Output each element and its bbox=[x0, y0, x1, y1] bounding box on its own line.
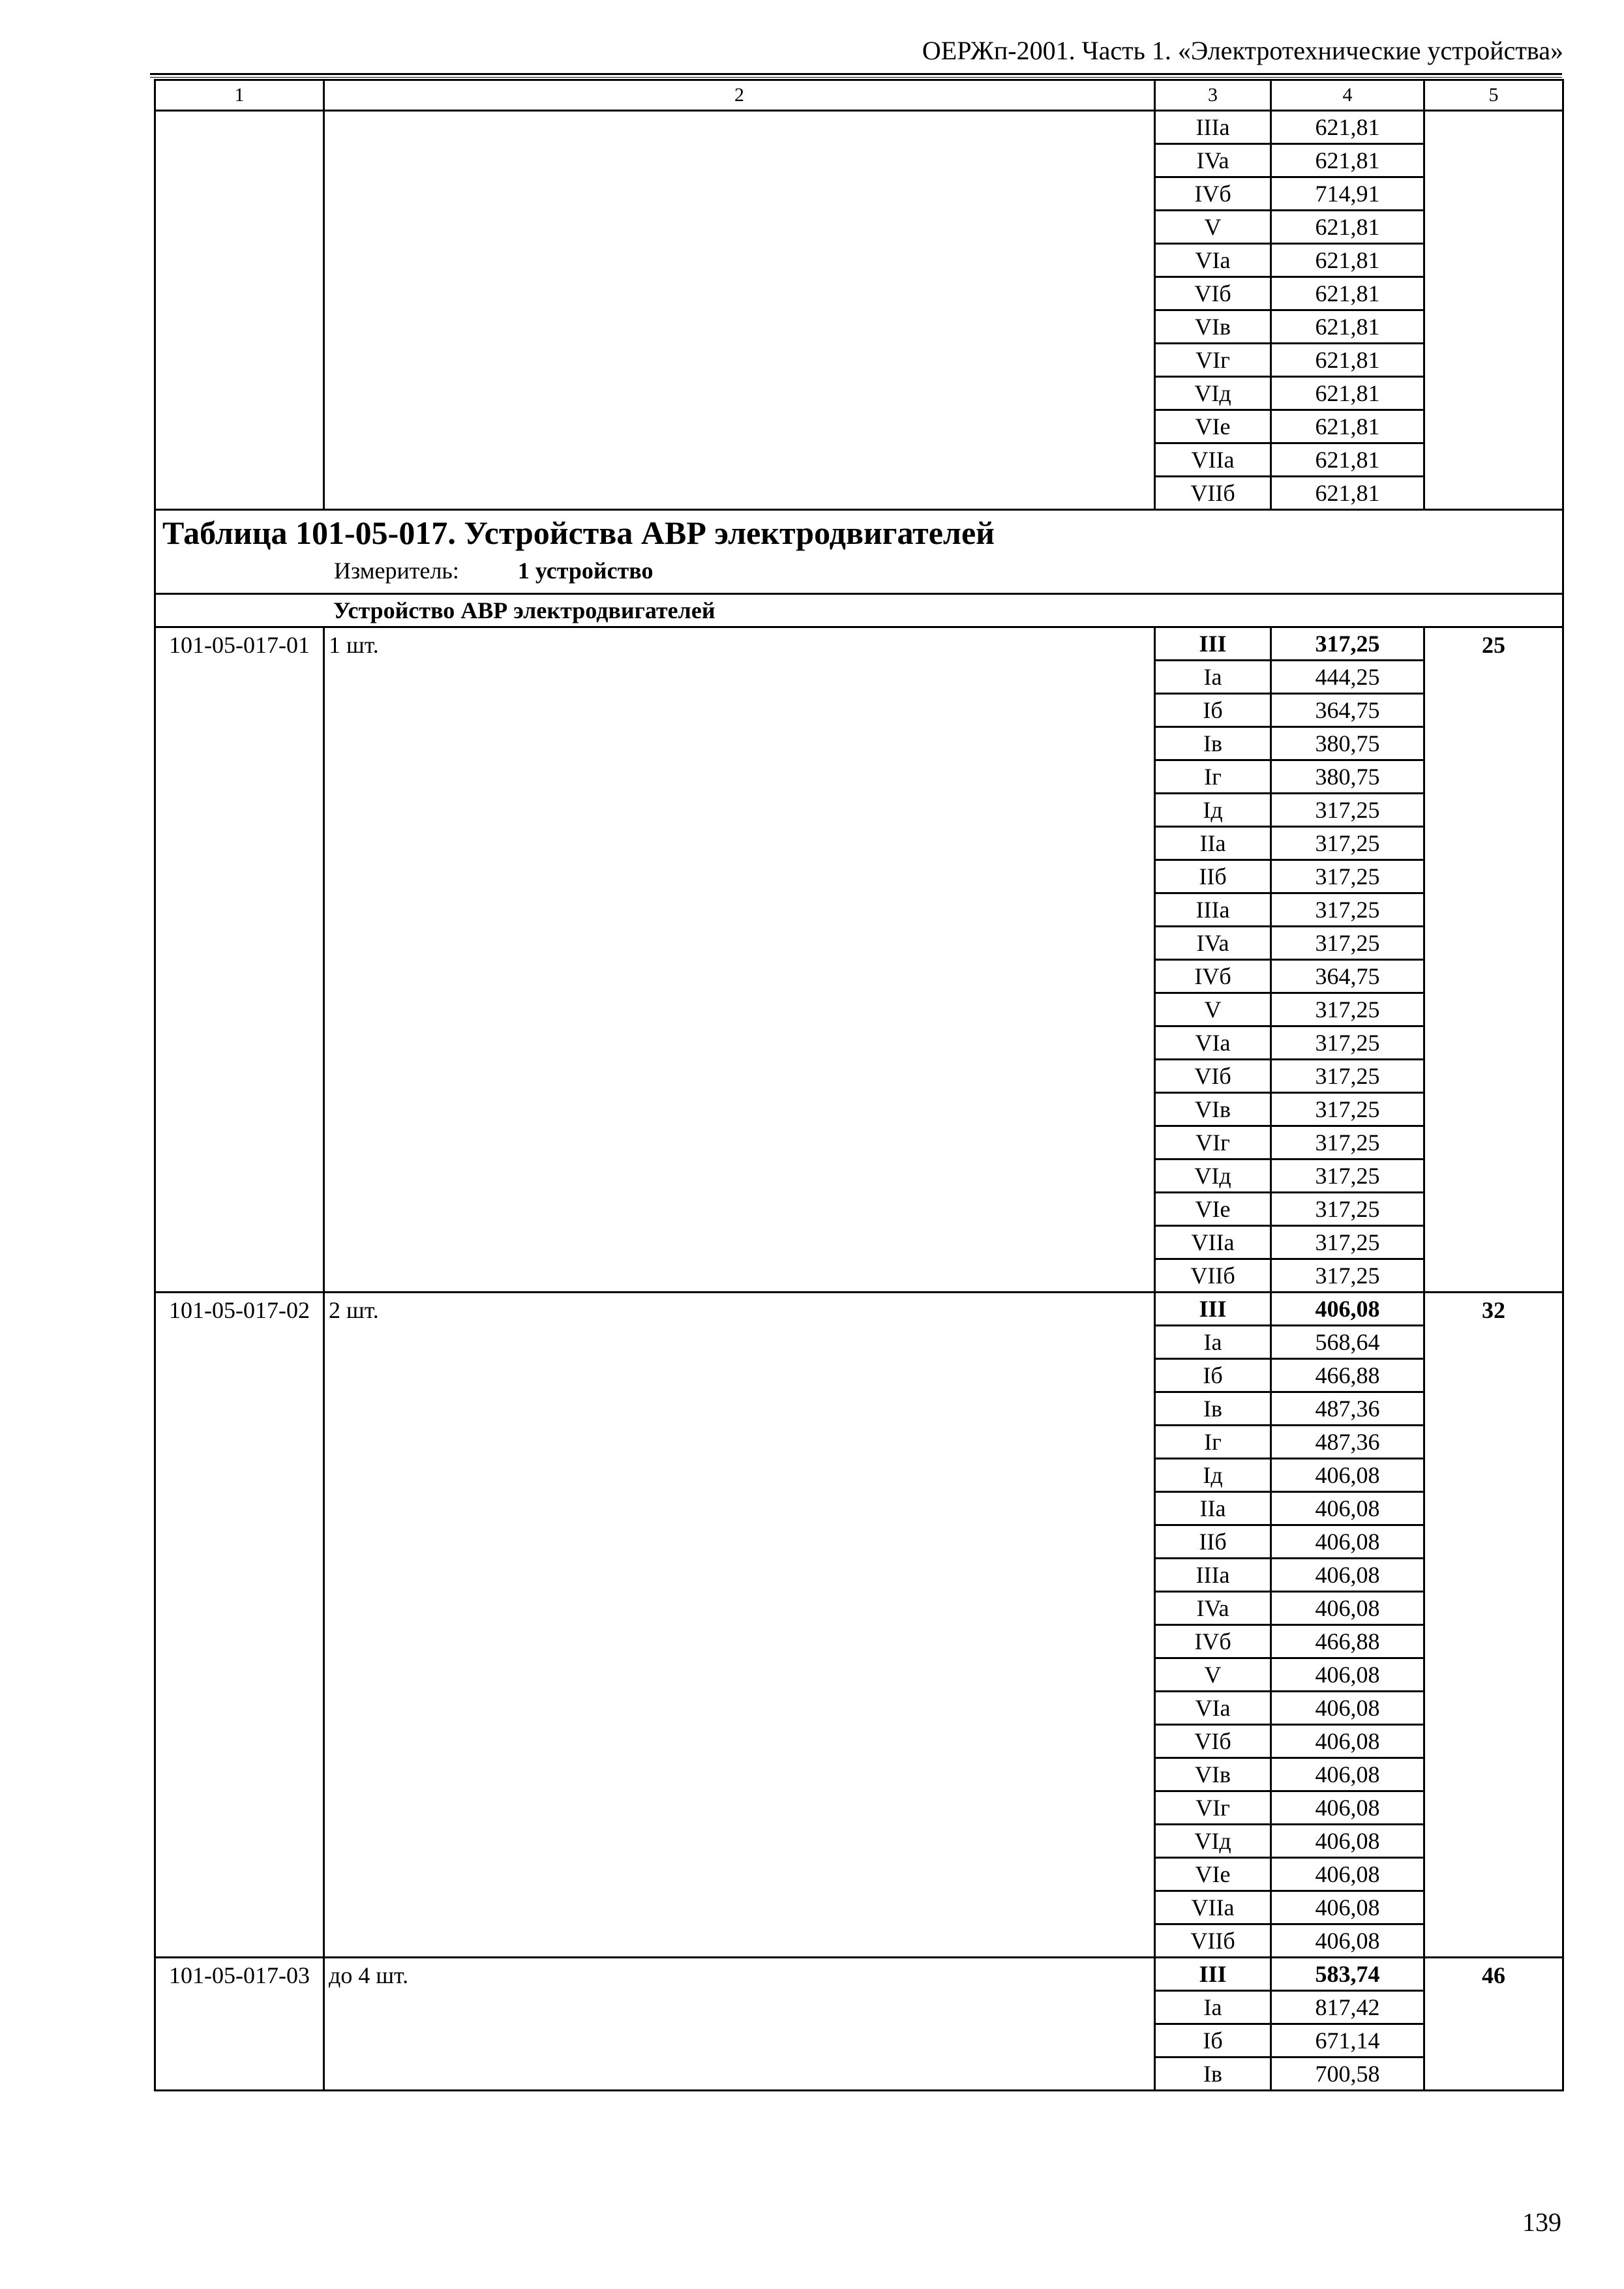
price-cell: 621,81 bbox=[1271, 310, 1424, 344]
item-code: 101-05-017-03 bbox=[155, 1958, 324, 2091]
zone-cell: VIб bbox=[1155, 1060, 1271, 1093]
price-cell: 406,08 bbox=[1271, 1758, 1424, 1791]
zone-cell: IVa bbox=[1155, 1592, 1271, 1625]
price-cell: 583,74 bbox=[1271, 1958, 1424, 1991]
zone-cell: VIб bbox=[1155, 277, 1271, 310]
price-cell: 621,81 bbox=[1271, 410, 1424, 443]
price-cell: 487,36 bbox=[1271, 1392, 1424, 1426]
price-cell: 317,25 bbox=[1271, 627, 1424, 661]
zone-cell: Iб bbox=[1155, 694, 1271, 727]
zone-cell: Ia bbox=[1155, 661, 1271, 694]
zone-cell: VIIб bbox=[1155, 1924, 1271, 1958]
item-code: 101-05-017-02 bbox=[155, 1293, 324, 1958]
price-cell: 621,81 bbox=[1271, 344, 1424, 377]
zone-cell: VIIa bbox=[1155, 1891, 1271, 1924]
price-cell: 817,42 bbox=[1271, 1991, 1424, 2024]
column-5-value: 25 bbox=[1424, 627, 1563, 1293]
zone-cell: VIе bbox=[1155, 1193, 1271, 1226]
zone-cell: IVб bbox=[1155, 177, 1271, 211]
price-cell: 406,08 bbox=[1271, 1924, 1424, 1958]
table-title-row bbox=[155, 510, 1563, 594]
table-title: Таблица 101-05-017. Устройства АВР электродвигателей bbox=[162, 515, 995, 551]
zone-cell: VIa bbox=[1155, 1026, 1271, 1060]
price-cell: 621,81 bbox=[1271, 244, 1424, 277]
price-cell: 317,25 bbox=[1271, 827, 1424, 860]
price-cell: 406,08 bbox=[1271, 1858, 1424, 1891]
zone-cell: VIд bbox=[1155, 1825, 1271, 1858]
item-name bbox=[324, 111, 1155, 510]
zone-cell: VIв bbox=[1155, 1093, 1271, 1126]
column-5-value bbox=[1424, 111, 1563, 510]
price-cell: 621,81 bbox=[1271, 144, 1424, 177]
item-code: 101-05-017-01 bbox=[155, 627, 324, 1293]
zone-cell: IIIa bbox=[1155, 111, 1271, 144]
price-cell: 406,08 bbox=[1271, 1725, 1424, 1758]
price-cell: 568,64 bbox=[1271, 1326, 1424, 1359]
meter-label: Измеритель: bbox=[334, 557, 459, 584]
zone-cell: IIб bbox=[1155, 860, 1271, 893]
price-cell: 317,25 bbox=[1271, 1026, 1424, 1060]
price-cell: 317,25 bbox=[1271, 893, 1424, 927]
price-cell: 700,58 bbox=[1271, 2057, 1424, 2091]
zone-cell: IIa bbox=[1155, 1492, 1271, 1525]
zone-cell: VIв bbox=[1155, 310, 1271, 344]
zone-cell: VIб bbox=[1155, 1725, 1271, 1758]
price-cell: 406,08 bbox=[1271, 1592, 1424, 1625]
running-header: ОЕРЖп-2001. Часть 1. «Электротехнические устройства» bbox=[922, 36, 1563, 65]
table-row bbox=[155, 627, 1563, 661]
price-cell: 621,81 bbox=[1271, 443, 1424, 477]
price-cell: 317,25 bbox=[1271, 1259, 1424, 1293]
column-number: 1 bbox=[155, 80, 324, 111]
price-cell: 406,08 bbox=[1271, 1525, 1424, 1559]
zone-cell: Ia bbox=[1155, 1326, 1271, 1359]
zone-cell: Iг bbox=[1155, 760, 1271, 794]
zone-cell: VIе bbox=[1155, 1858, 1271, 1891]
zone-cell: VIIa bbox=[1155, 1226, 1271, 1259]
table-row bbox=[155, 1293, 1563, 1326]
item-code bbox=[155, 111, 324, 510]
meter-value: 1 устройство bbox=[517, 557, 654, 584]
zone-cell: IVб bbox=[1155, 1625, 1271, 1658]
price-cell: 380,75 bbox=[1271, 760, 1424, 794]
price-cell: 317,25 bbox=[1271, 993, 1424, 1026]
zone-cell: IVa bbox=[1155, 927, 1271, 960]
zone-cell: Iб bbox=[1155, 2024, 1271, 2057]
price-cell: 317,25 bbox=[1271, 1193, 1424, 1226]
price-cell: 317,25 bbox=[1271, 1226, 1424, 1259]
column-number-row bbox=[155, 80, 1563, 111]
zone-cell: IVб bbox=[1155, 960, 1271, 993]
zone-cell: VIе bbox=[1155, 410, 1271, 443]
zone-cell: VIa bbox=[1155, 1692, 1271, 1725]
price-cell: 380,75 bbox=[1271, 727, 1424, 760]
zone-cell: IIa bbox=[1155, 827, 1271, 860]
zone-cell: Iг bbox=[1155, 1426, 1271, 1459]
price-cell: 317,25 bbox=[1271, 927, 1424, 960]
column-number: 2 bbox=[324, 80, 1155, 111]
price-cell: 466,88 bbox=[1271, 1625, 1424, 1658]
zone-cell: Ia bbox=[1155, 1991, 1271, 2024]
price-cell: 317,25 bbox=[1271, 860, 1424, 893]
zone-cell: Iв bbox=[1155, 727, 1271, 760]
zone-cell: III bbox=[1155, 1958, 1271, 1991]
price-cell: 406,08 bbox=[1271, 1459, 1424, 1492]
price-cell: 317,25 bbox=[1271, 1159, 1424, 1193]
price-cell: 317,25 bbox=[1271, 1093, 1424, 1126]
price-table bbox=[154, 79, 1564, 2091]
header-rule bbox=[150, 73, 1562, 75]
zone-cell: VIг bbox=[1155, 1126, 1271, 1159]
zone-cell: V bbox=[1155, 993, 1271, 1026]
price-cell: 406,08 bbox=[1271, 1559, 1424, 1592]
zone-cell: Iв bbox=[1155, 2057, 1271, 2091]
price-cell: 621,81 bbox=[1271, 211, 1424, 244]
table-row bbox=[155, 1958, 1563, 1991]
price-cell: 621,81 bbox=[1271, 111, 1424, 144]
header-rule-thin bbox=[150, 77, 1562, 78]
zone-cell: V bbox=[1155, 1658, 1271, 1692]
zone-cell: V bbox=[1155, 211, 1271, 244]
section-heading: Устройство АВР электродвигателей bbox=[155, 594, 1563, 627]
zone-cell: VIIб bbox=[1155, 1259, 1271, 1293]
zone-cell: Iб bbox=[1155, 1359, 1271, 1392]
column-number: 5 bbox=[1424, 80, 1563, 111]
price-cell: 406,08 bbox=[1271, 1791, 1424, 1825]
price-cell: 406,08 bbox=[1271, 1692, 1424, 1725]
price-cell: 406,08 bbox=[1271, 1825, 1424, 1858]
zone-cell: IVa bbox=[1155, 144, 1271, 177]
item-name: 2 шт. bbox=[324, 1293, 1155, 1958]
price-cell: 621,81 bbox=[1271, 277, 1424, 310]
price-cell: 364,75 bbox=[1271, 960, 1424, 993]
price-cell: 317,25 bbox=[1271, 1126, 1424, 1159]
price-cell: 317,25 bbox=[1271, 794, 1424, 827]
column-5-value: 32 bbox=[1424, 1293, 1563, 1958]
column-number: 4 bbox=[1271, 80, 1424, 111]
zone-cell: VIIa bbox=[1155, 443, 1271, 477]
price-cell: 444,25 bbox=[1271, 661, 1424, 694]
price-cell: 406,08 bbox=[1271, 1293, 1424, 1326]
price-cell: 621,81 bbox=[1271, 377, 1424, 410]
zone-cell: Iд bbox=[1155, 794, 1271, 827]
zone-cell: III bbox=[1155, 627, 1271, 661]
zone-cell: VIг bbox=[1155, 344, 1271, 377]
item-name: до 4 шт. bbox=[324, 1958, 1155, 2091]
zone-cell: IIIa bbox=[1155, 1559, 1271, 1592]
zone-cell: VIIб bbox=[1155, 477, 1271, 510]
price-cell: 466,88 bbox=[1271, 1359, 1424, 1392]
item-name: 1 шт. bbox=[324, 627, 1155, 1293]
zone-cell: Iд bbox=[1155, 1459, 1271, 1492]
price-cell: 406,08 bbox=[1271, 1891, 1424, 1924]
column-5-value: 46 bbox=[1424, 1958, 1563, 2091]
price-cell: 671,14 bbox=[1271, 2024, 1424, 2057]
price-table-body bbox=[155, 80, 1563, 2091]
zone-cell: VIд bbox=[1155, 377, 1271, 410]
column-number: 3 bbox=[1155, 80, 1271, 111]
price-cell: 621,81 bbox=[1271, 477, 1424, 510]
price-cell: 487,36 bbox=[1271, 1426, 1424, 1459]
section-row bbox=[155, 594, 1563, 627]
zone-cell: III bbox=[1155, 1293, 1271, 1326]
zone-cell: VIa bbox=[1155, 244, 1271, 277]
zone-cell: VIд bbox=[1155, 1159, 1271, 1193]
page-number: 139 bbox=[1522, 2207, 1561, 2237]
zone-cell: IIб bbox=[1155, 1525, 1271, 1559]
price-cell: 406,08 bbox=[1271, 1492, 1424, 1525]
zone-cell: VIв bbox=[1155, 1758, 1271, 1791]
price-cell: 317,25 bbox=[1271, 1060, 1424, 1093]
zone-cell: IIIa bbox=[1155, 893, 1271, 927]
price-cell: 714,91 bbox=[1271, 177, 1424, 211]
zone-cell: Iв bbox=[1155, 1392, 1271, 1426]
zone-cell: VIг bbox=[1155, 1791, 1271, 1825]
price-cell: 364,75 bbox=[1271, 694, 1424, 727]
table-title-cell bbox=[155, 510, 1563, 594]
meter-line bbox=[162, 559, 1562, 582]
table-row bbox=[155, 111, 1563, 144]
price-cell: 406,08 bbox=[1271, 1658, 1424, 1692]
